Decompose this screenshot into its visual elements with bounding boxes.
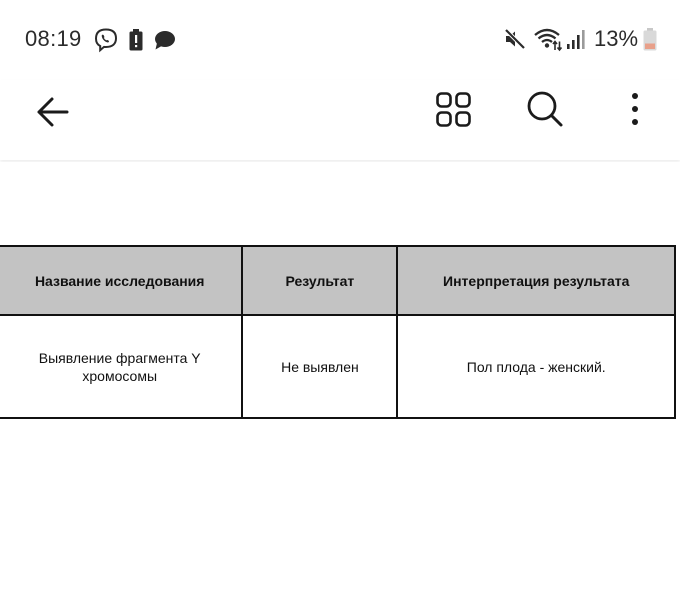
wifi-icon — [533, 26, 563, 52]
app-bar — [0, 80, 680, 160]
table-header-row — [0, 246, 675, 315]
mute-icon — [503, 27, 527, 51]
header-interpretation: Интерпретация результата — [397, 246, 675, 315]
battery-percent: 13% — [594, 26, 639, 51]
document-view[interactable] — [0, 162, 680, 600]
more-vert-icon[interactable] — [624, 90, 646, 130]
signal-icon — [566, 28, 588, 50]
header-study-name: Название исследования — [0, 246, 242, 315]
cell-interpretation: Пол плода - женский. — [397, 315, 675, 418]
grid-view-icon[interactable] — [434, 90, 474, 130]
search-icon[interactable] — [524, 88, 566, 130]
battery-alert-icon — [128, 28, 144, 52]
header-result: Результат — [242, 246, 397, 315]
battery-icon — [642, 27, 658, 53]
cell-study-name: Выявление фрагмента Y хромосомы — [0, 315, 242, 418]
viber-icon — [93, 27, 119, 53]
cell-result: Не выявлен — [242, 315, 397, 418]
back-arrow-icon[interactable] — [33, 92, 73, 132]
status-time: 08:19 — [25, 26, 82, 51]
results-table — [0, 245, 676, 419]
status-bar — [0, 0, 680, 80]
message-icon — [153, 29, 177, 51]
table-row — [0, 315, 675, 418]
